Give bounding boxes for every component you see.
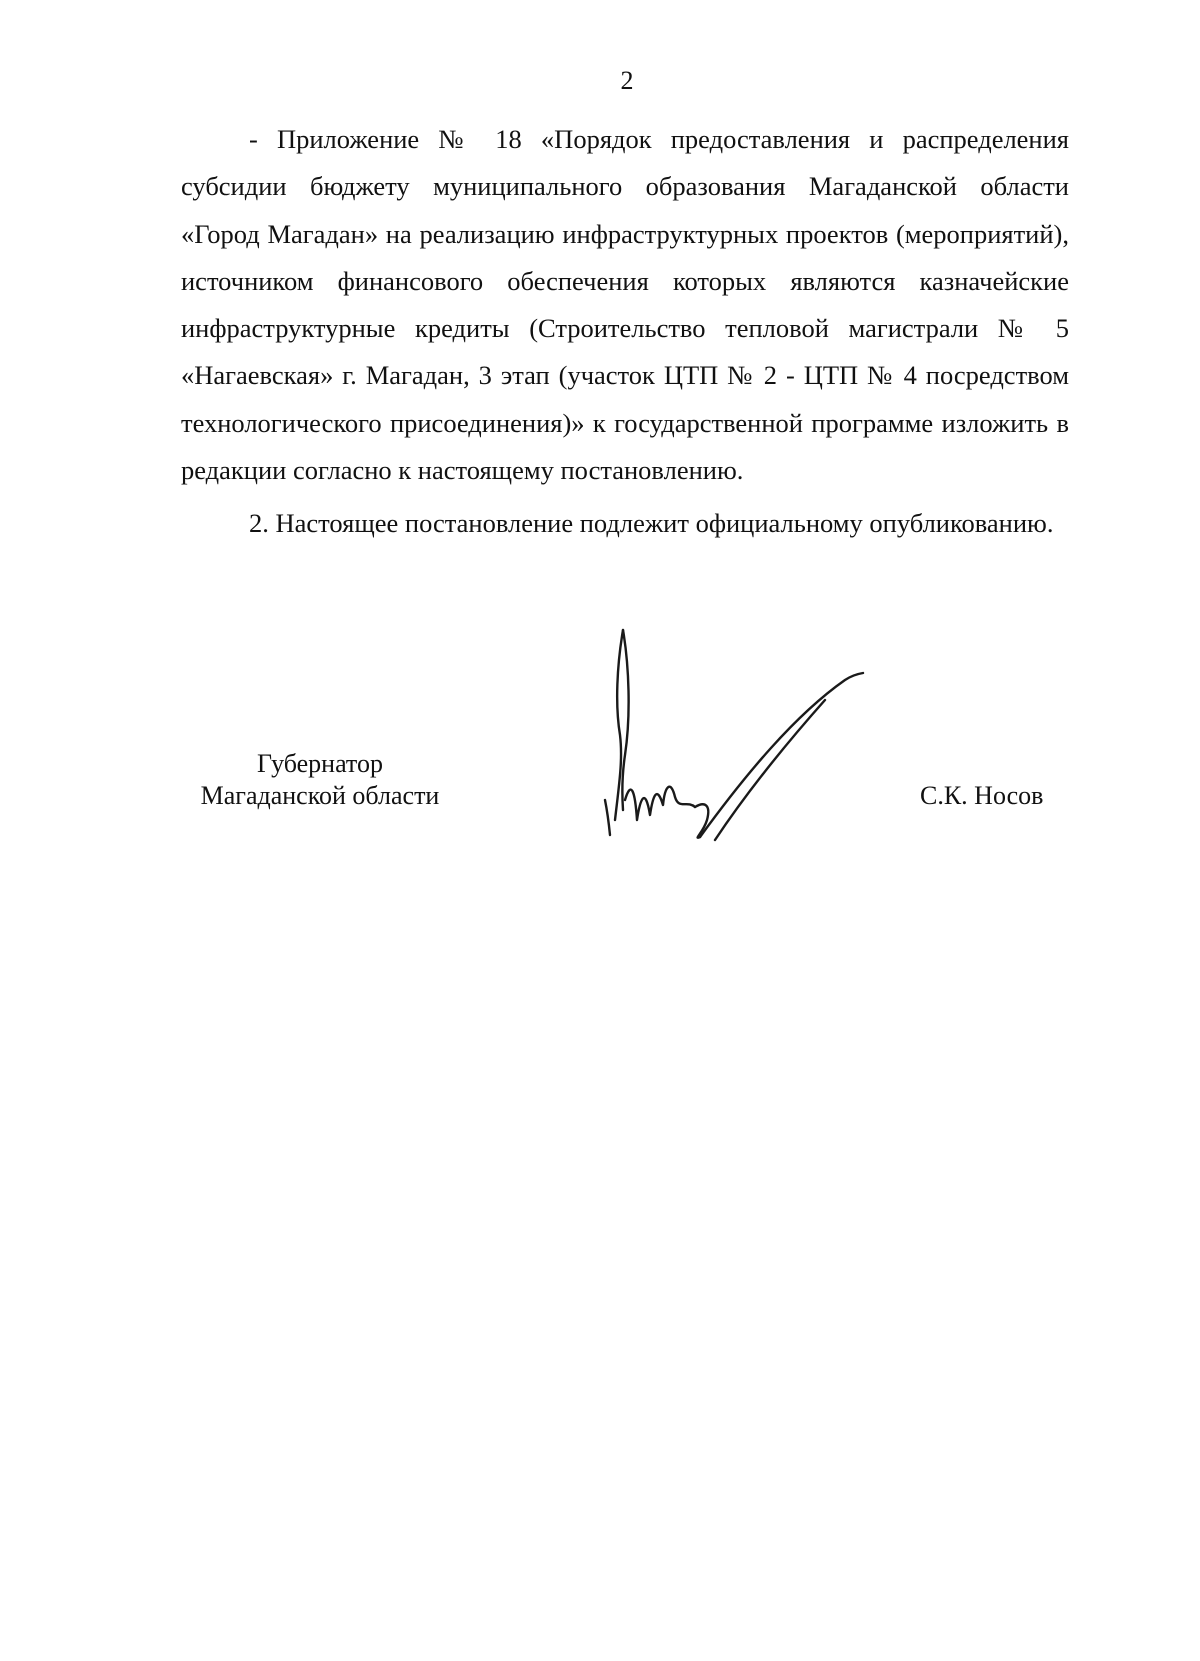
signatory-name: С.К. Носов [920,781,1044,810]
page-number: 2 [620,66,634,95]
signatory-title [180,748,460,812]
handwritten-signature [595,625,875,865]
paragraph-appendix-18: - Приложение № 18 «Порядок предоставления и распределения субсидии бюджету муниципального образования Магаданской области «Город Магадан» на реализацию инфраструктурных проектов (мероприятий), источником финансового обеспечения которых являются казначейские инфраструктурные кредиты (Строительство тепловой магистрали № 5 «Нагаевская» г. Магадан, 3 этап (участок ЦТП № 2 - ЦТП № 4 посредством технологического присоединения)» к государственной программе изложить в редакции согласно к настоящему постановлению. [181,124,1069,486]
signatory-title-line-1: Губернатор [257,749,383,778]
signatory-title-line-2: Магаданской области [200,781,440,810]
paragraph-publication: 2. Настоящее постановление подлежит официальному опубликованию. [249,508,1054,538]
